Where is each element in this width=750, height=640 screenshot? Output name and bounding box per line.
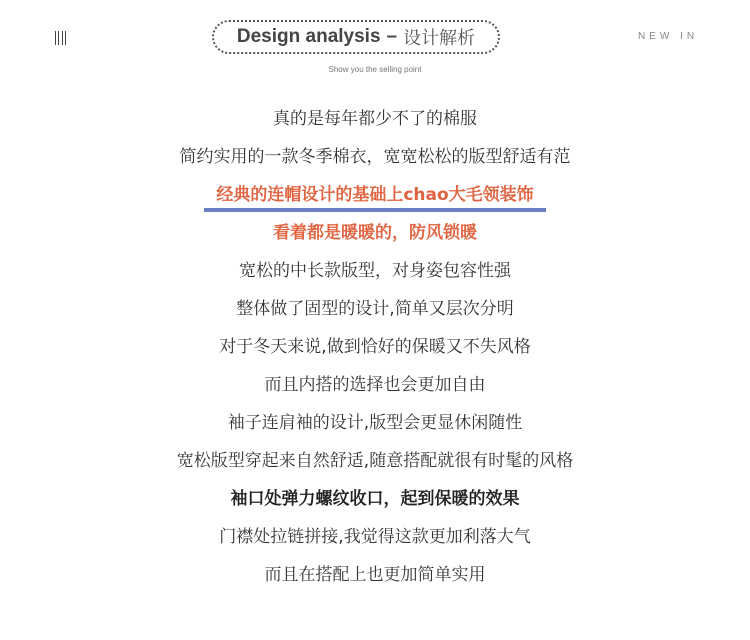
new-in-badge: NEW IN bbox=[638, 31, 699, 42]
description-block bbox=[0, 100, 750, 594]
description-line: 整体做了固型的设计,简单又层次分明 bbox=[236, 299, 514, 319]
description-line: 宽松版型穿起来自然舒适,随意搭配就很有时髦的风格 bbox=[176, 451, 574, 471]
highlight-line-underlined bbox=[0, 176, 750, 214]
section-title bbox=[212, 20, 500, 54]
title-separator: – bbox=[386, 26, 398, 47]
description-line: 门襟处拉链拼接,我觉得这款更加利落大气 bbox=[219, 527, 531, 547]
underlined-text: 经典的连帽设计的基础上chao大毛领装饰 bbox=[216, 176, 533, 214]
title-english: Design analysis bbox=[236, 26, 381, 47]
bold-line: 袖口处弹力螺纹收口，起到保暖的效果 bbox=[230, 489, 520, 509]
description-line: 对于冬天来说,做到恰好的保暖又不失风格 bbox=[219, 337, 531, 357]
description-line: 而且内搭的选择也会更加自由 bbox=[264, 375, 486, 395]
title-chinese: 设计解析 bbox=[403, 28, 476, 49]
vertical-bars-icon bbox=[55, 31, 66, 45]
description-line: 真的是每年都少不了的棉服 bbox=[273, 109, 477, 129]
description-line: 袖子连肩袖的设计,版型会更显休闲随性 bbox=[227, 413, 523, 433]
description-line: 而且在搭配上也更加简单实用 bbox=[264, 565, 486, 585]
description-line: 简约实用的一款冬季棉衣，宽宽松松的版型舒适有范 bbox=[179, 147, 571, 167]
description-line: 宽松的中长款版型，对身姿包容性强 bbox=[239, 261, 511, 281]
highlight-line: 看着都是暖暖的，防风锁暖 bbox=[273, 223, 477, 243]
subtitle: Show you the selling point bbox=[328, 65, 422, 74]
